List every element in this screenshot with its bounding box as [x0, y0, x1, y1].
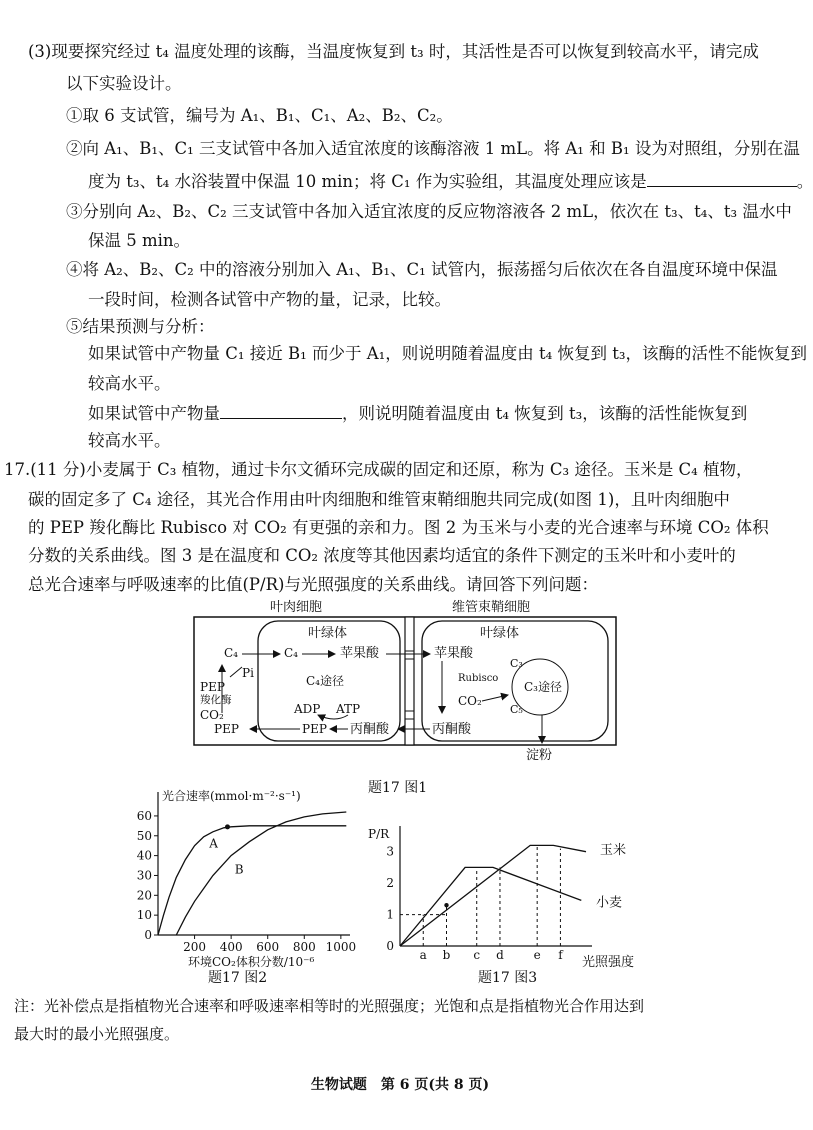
- y-tick-label: 60: [136, 808, 152, 823]
- pyruvate-right-label: 丙酮酸: [432, 722, 472, 737]
- curve-玉米: [400, 845, 586, 946]
- q3-intro-line2: 以下实验设计。: [66, 74, 182, 93]
- figure-1-caption: 题17 图1: [368, 780, 428, 796]
- pi-label: Pi: [242, 666, 254, 680]
- malate-left-label: 苹果酸: [340, 646, 380, 661]
- y-tick-label: 50: [136, 828, 152, 843]
- y-axis-label: 光合速率(mmol·m⁻²·s⁻¹): [162, 789, 301, 803]
- q17-line4: 分数的关系曲线。图 3 是在温度和 CO₂ 浓度等其他因素均适宜的条件下测定的玉米叶和小麦叶的: [28, 546, 736, 565]
- figure-2-chart: [128, 788, 358, 983]
- bundle-sheath-cell-label: 维管束鞘细胞: [452, 600, 531, 615]
- y-tick-label: 0: [144, 928, 152, 942]
- y-tick-label: 40: [136, 848, 152, 863]
- x-tick-label: 600: [256, 940, 280, 954]
- chloroplast-left-label: 叶绿体: [308, 626, 348, 641]
- note-line1: 注：光补偿点是指植物光合速率和呼吸速率相等时的光照强度；光饱和点是指植物光合作用达到: [14, 997, 645, 1015]
- chloroplast-right-label: 叶绿体: [480, 626, 520, 641]
- curve-B: [176, 812, 346, 935]
- x-tick-label: a: [419, 948, 427, 962]
- y-tick-label: 2: [386, 876, 394, 891]
- y-tick-label: 0: [386, 939, 394, 953]
- pep-carboxylase-label-2: 羧化酶: [200, 694, 232, 706]
- q17-line2: 碳的固定多了 C₄ 途径，其光合作用由叶肉细胞和维管束鞘细胞共同完成(如图 1)，且叶肉细胞中: [28, 490, 730, 509]
- co2-right-label: CO₂: [458, 694, 482, 708]
- q3-step3-line1: ③分别向 A₂、B₂、C₂ 三支试管中各加入适宜浓度的反应物溶液各 2 mL，依次在 t₃、t₄、t₃ 温水中: [66, 202, 792, 221]
- saturation-point-marker: [225, 824, 230, 829]
- c3-pathway-label: C₃途径: [524, 680, 562, 694]
- answer-blank-2[interactable]: [220, 400, 342, 419]
- q3-step2-line1: ②向 A₁、B₁、C₁ 三支试管中各加入适宜浓度的该酶溶液 1 mL。将 A₁ 和 B₁ 设为对照组，分别在温: [66, 139, 800, 158]
- note-line2: 最大时的最小光照强度。: [14, 1025, 180, 1043]
- cell-wall-divider: [405, 617, 414, 745]
- mesophyll-cell-label: 叶肉细胞: [270, 600, 323, 615]
- q3-result2-line1: 如果试管中产物量 ，则说明随着温度由 t₄ 恢复到 t₃，该酶的活性能恢复到: [88, 400, 747, 426]
- y-tick-label: 10: [136, 908, 152, 923]
- q3-result1-line2: 较高水平。: [88, 374, 171, 393]
- q3-result1-line1: 如果试管中产物量 C₁ 接近 B₁ 而少于 A₁，则说明随着温度由 t₄ 恢复到 t₃，该酶的活性不能恢复到: [88, 344, 807, 363]
- curve-b-label: B: [234, 862, 244, 877]
- q17-line3: 的 PEP 羧化酶比 Rubisco 对 CO₂ 有更强的亲和力。图 2 为玉米与小麦的光合速率与环境 CO₂ 体积: [28, 518, 769, 537]
- y-axis-label: P/R: [368, 827, 390, 841]
- figure-3-caption: 题17 图3: [478, 970, 538, 986]
- x-tick-label: 800: [292, 940, 316, 954]
- figure-3-chart: [364, 826, 664, 974]
- legend-wheat: 小麦: [596, 895, 623, 911]
- legend-maize: 玉米: [600, 843, 627, 859]
- q3-intro-line1: (3)现要探究经过 t₄ 温度处理的该酶，当温度恢复到 t₃ 时，其活性是否可以恢复到较高水平，请完成: [28, 42, 759, 61]
- co2-left-label: CO₂: [200, 708, 224, 722]
- x-tick-label: 1000: [325, 940, 357, 954]
- y-tick-label: 30: [136, 868, 152, 883]
- atp-label: ATP: [336, 702, 361, 716]
- c4-outer-label: C₄: [224, 646, 238, 660]
- q3-step4-line1: ④将 A₂、B₂、C₂ 中的溶液分别加入 A₁、B₁、C₁ 试管内，振荡摇匀后依次在各自温度环境中保温: [66, 260, 778, 279]
- curve-小麦: [400, 867, 581, 946]
- pyruvate-left-label: 丙酮酸: [350, 722, 390, 737]
- page-footer: 生物试题 第 6 页(共 8 页): [310, 1077, 490, 1093]
- c3-label: C₃: [510, 657, 523, 670]
- adp-label: ADP: [294, 702, 321, 716]
- c4-pathway-label: C₄途径: [306, 674, 344, 688]
- compensation-point-marker: [444, 903, 448, 907]
- q3-step2-line2: 度为 t₃、t₄ 水浴装置中保温 10 min；将 C₁ 作为实验组，其温度处理应该是 。: [88, 168, 813, 194]
- curve-a-label: A: [209, 836, 218, 851]
- x-tick-label: c: [473, 948, 481, 962]
- figure-1-c4-diagram: [190, 595, 620, 775]
- x-tick-label: d: [496, 948, 504, 962]
- figure-2-caption: 题17 图2: [208, 970, 268, 986]
- pep-carboxylase-label-1: PEP: [200, 680, 225, 694]
- pep-inner-label: PEP: [302, 722, 327, 736]
- pep-outer-label: PEP: [214, 722, 239, 736]
- x-axis-label: 环境CO₂体积分数/10⁻⁶: [188, 955, 315, 969]
- q3-result2-line2: 较高水平。: [88, 431, 171, 450]
- q3-step5: ⑤结果预测与分析：: [66, 317, 215, 336]
- c4-inner-label: C₄: [284, 646, 298, 660]
- y-tick-label: 20: [136, 888, 152, 903]
- x-tick-label: e: [533, 948, 541, 962]
- c5-label: C₅: [510, 703, 523, 716]
- x-tick-label: f: [558, 948, 563, 962]
- y-tick-label: 3: [386, 844, 394, 859]
- q3-step3-line2: 保温 5 min。: [88, 231, 191, 250]
- x-tick-label: 200: [183, 940, 207, 954]
- q17-line1: 17.(11 分)小麦属于 C₃ 植物，通过卡尔文循环完成碳的固定和还原，称为 C₃ 途径。玉米是 C₄ 植物，: [4, 460, 753, 479]
- starch-label: 淀粉: [526, 748, 553, 763]
- x-axis-label: 光照强度: [582, 955, 635, 970]
- y-tick-label: 1: [386, 907, 394, 922]
- q17-line5: 总光合速率与呼吸速率的比值(P/R)与光照强度的关系曲线。请回答下列问题：: [28, 575, 598, 594]
- q3-step1: ①取 6 支试管，编号为 A₁、B₁、C₁、A₂、B₂、C₂。: [66, 106, 453, 125]
- x-tick-label: 400: [219, 940, 243, 954]
- x-tick-label: b: [442, 948, 451, 962]
- malate-right-label: 苹果酸: [434, 646, 474, 661]
- rubisco-label: Rubisco: [458, 673, 499, 684]
- q3-step4-line2: 一段时间，检测各试管中产物的量，记录，比较。: [88, 290, 451, 309]
- answer-blank-1[interactable]: [647, 168, 797, 187]
- curve-A: [158, 826, 346, 935]
